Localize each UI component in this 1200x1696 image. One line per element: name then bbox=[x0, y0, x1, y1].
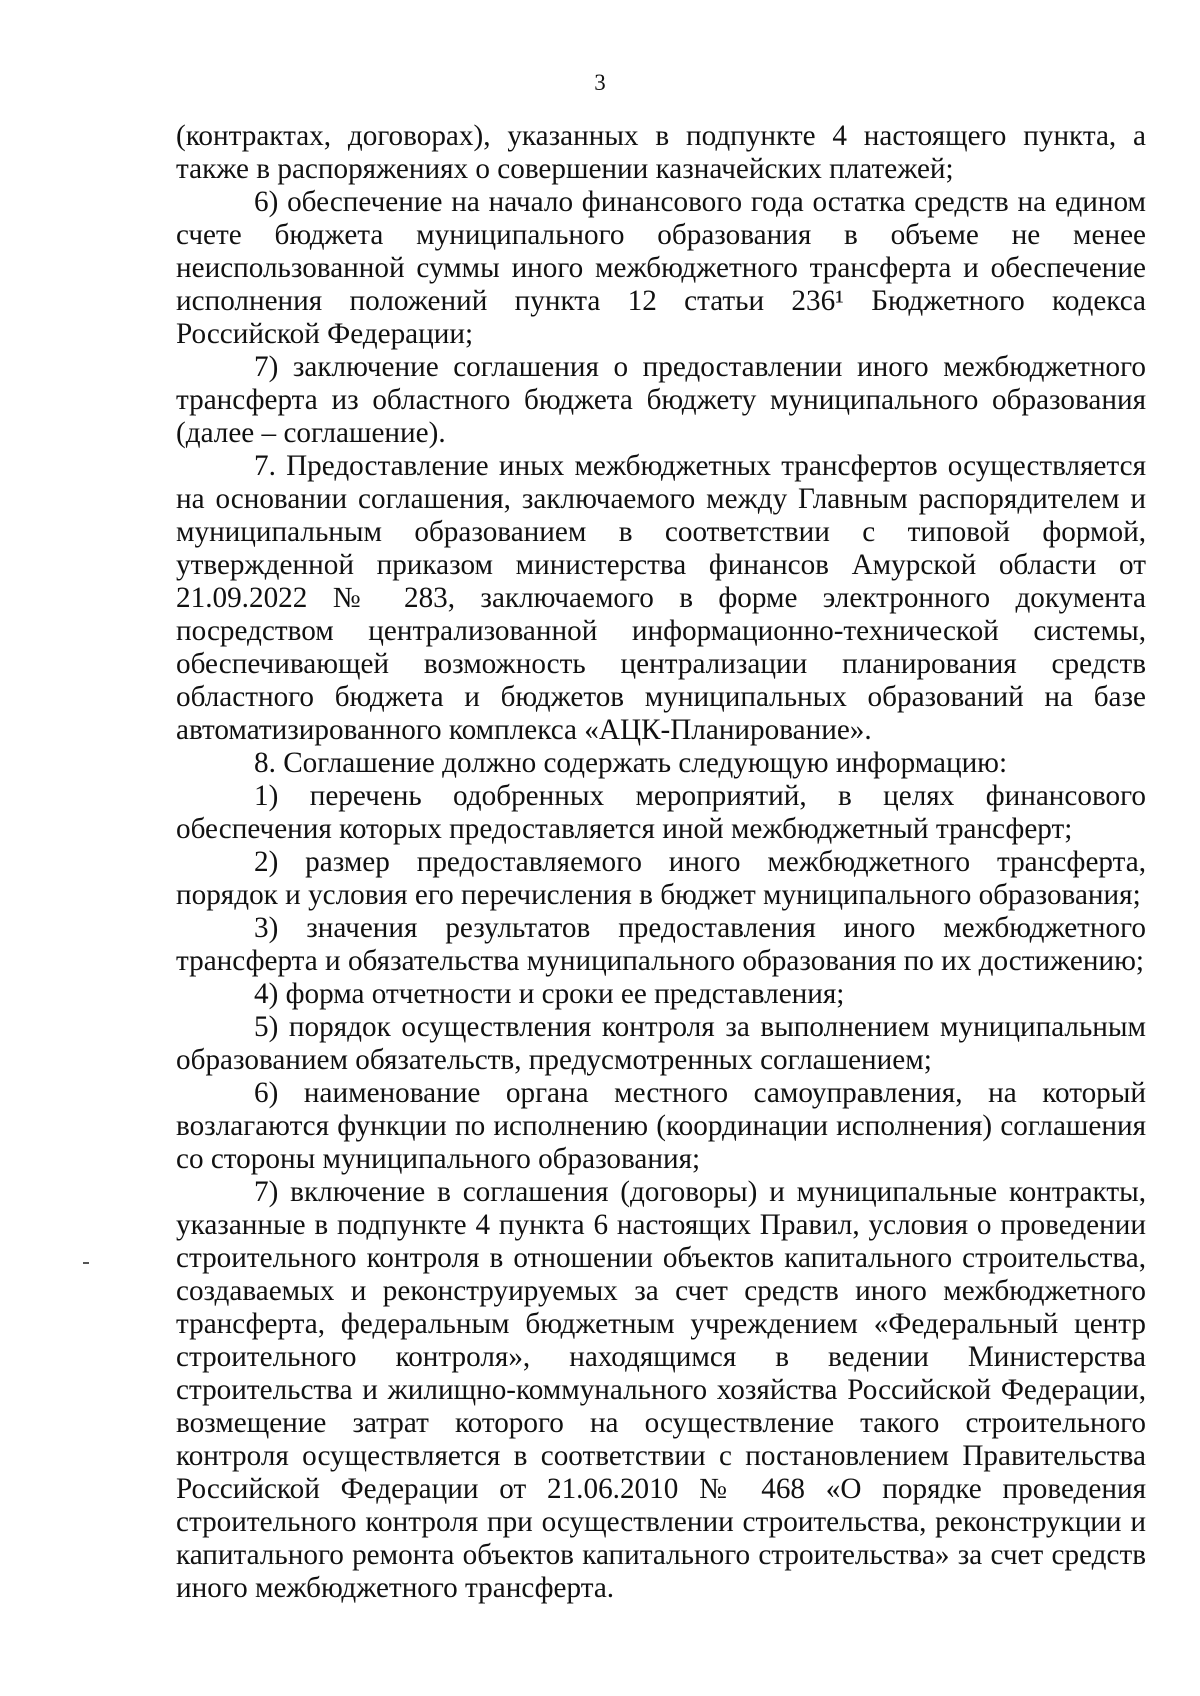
paragraph-sub-7: 7) включение в соглашения (договоры) и муниципальные контракты, указанные в подпункте 4 пункта 6 настоящих Правил, условия о проведении строительного контроля в отношении объектов капитального строительства, создаваемых и реконструируемых за счет средств иного межбюджетного трансферта, федеральным бюджетным учреждением «Федеральный центр строительного контроля», находящимся в ведении Министерства строительства и жилищно-коммунального хозяйства Российской Федерации, возмещение затрат которого на осуществление такого строительного контроля осуществляется в соответствии с постановлением Правительства Российской Федерации от 21.06.2010 № 468 «О порядке проведения строительного контроля при осуществлении строительства, реконструкции и капитального ремонта объектов капитального строительства» за счет средств иного межбюджетного трансферта. bbox=[176, 1176, 1146, 1604]
paragraph-sub-1: 1) перечень одобренных мероприятий, в целях финансового обеспечения которых предоставляется иной межбюджетный трансферт; bbox=[176, 780, 1146, 845]
paragraph-sub-2: 2) размер предоставляемого иного межбюджетного трансферта, порядок и условия его перечисления в бюджет муниципального образования; bbox=[176, 846, 1146, 911]
paragraph-sub-4: 4) форма отчетности и сроки ее представления; bbox=[254, 978, 845, 1010]
paragraph-point-8: 8. Соглашение должно содержать следующую информацию: bbox=[254, 747, 1008, 779]
paragraph-continuation: (контрактах, договорах), указанных в подпункте 4 настоящего пункта, а также в распоряжениях о совершении казначейских платежей; bbox=[176, 120, 1146, 185]
page-number: 3 bbox=[594, 70, 606, 95]
document-body bbox=[176, 120, 1146, 1605]
paragraph-item-7-agreement: 7) заключение соглашения о предоставлении иного межбюджетного трансферта из областного бюджета бюджету муниципального образования (далее – соглашение). bbox=[176, 351, 1146, 449]
paragraph-item-6-fund-balance: 6) обеспечение на начало финансового года остатка средств на едином счете бюджета муниципального образования в объеме не менее неиспользованной суммы иного межбюджетного трансферта и обеспечение исполнения положений пункта 12 статьи 236¹ Бюджетного кодекса Российской Федерации; bbox=[176, 186, 1146, 350]
paragraph-sub-6: 6) наименование органа местного самоуправления, на который возлагаются функции по исполнению (координации исполнения) соглашения со стороны муниципального образования; bbox=[176, 1077, 1146, 1175]
paragraph-sub-5: 5) порядок осуществления контроля за выполнением муниципальным образованием обязательств, предусмотренных соглашением; bbox=[176, 1011, 1146, 1076]
paragraph-point-7: 7. Предоставление иных межбюджетных трансфертов осуществляется на основании соглашения, заключаемого между Главным распорядителем и муниципальным образованием в соответствии с типовой формой, утвержденной приказом министерства финансов Амурской области от 21.09.2022 № 283, заключаемого в форме электронного документа посредством централизованной информационно-технической системы, обеспечивающей возможность централизации планирования средств областного бюджета и бюджетов муниципальных образований на базе автоматизированного комплекса «АЦК-Планирование». bbox=[176, 450, 1146, 746]
paragraph-sub-3: 3) значения результатов предоставления иного межбюджетного трансферта и обязательства муниципального образования по их достижению; bbox=[176, 912, 1146, 977]
scan-mark bbox=[83, 1262, 89, 1264]
